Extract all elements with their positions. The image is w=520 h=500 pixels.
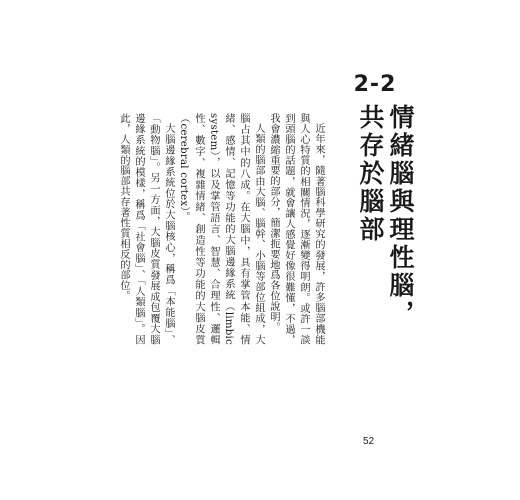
paragraph-1: 近年來，隨著腦科學研究的發展，許多腦部機能與人心特質的相關情況，逐漸變得明朗。或許一談到頭腦的話題，就會讓人感覺好像很難懂，不過，我會濃縮重要的部分，簡潔扼要地爲各位說明。 xyxy=(268,113,324,345)
paragraph-3: 大腦邊緣系統位於大腦核心，稱爲「本能腦」、「動物腦」。另一方面，大腦皮質發展成包覆大腦邊緣系統的模樣，稱爲「社會腦」、「人類腦」。因此，人類的腦部共存著性質相反的部位。 xyxy=(118,113,174,345)
body-text xyxy=(118,113,326,345)
paragraph-2: 人類的腦部由大腦、腦幹、小腦等部位組成，大腦占其中的八成。在大腦中，具有掌管本能、情緒、感情、記憶等功能的大腦邊緣系統（limbic system），以及掌管語言、智慧、合理性、邏輯性、數字、複雜情緒、創造性等功能的大腦皮質（cerebral cortex）。 xyxy=(178,113,264,345)
chapter-title: 情緒腦與理性腦，共存於腦部 xyxy=(356,104,415,328)
page-number: 52 xyxy=(363,436,375,447)
chapter-number: 2-2 xyxy=(353,72,397,97)
